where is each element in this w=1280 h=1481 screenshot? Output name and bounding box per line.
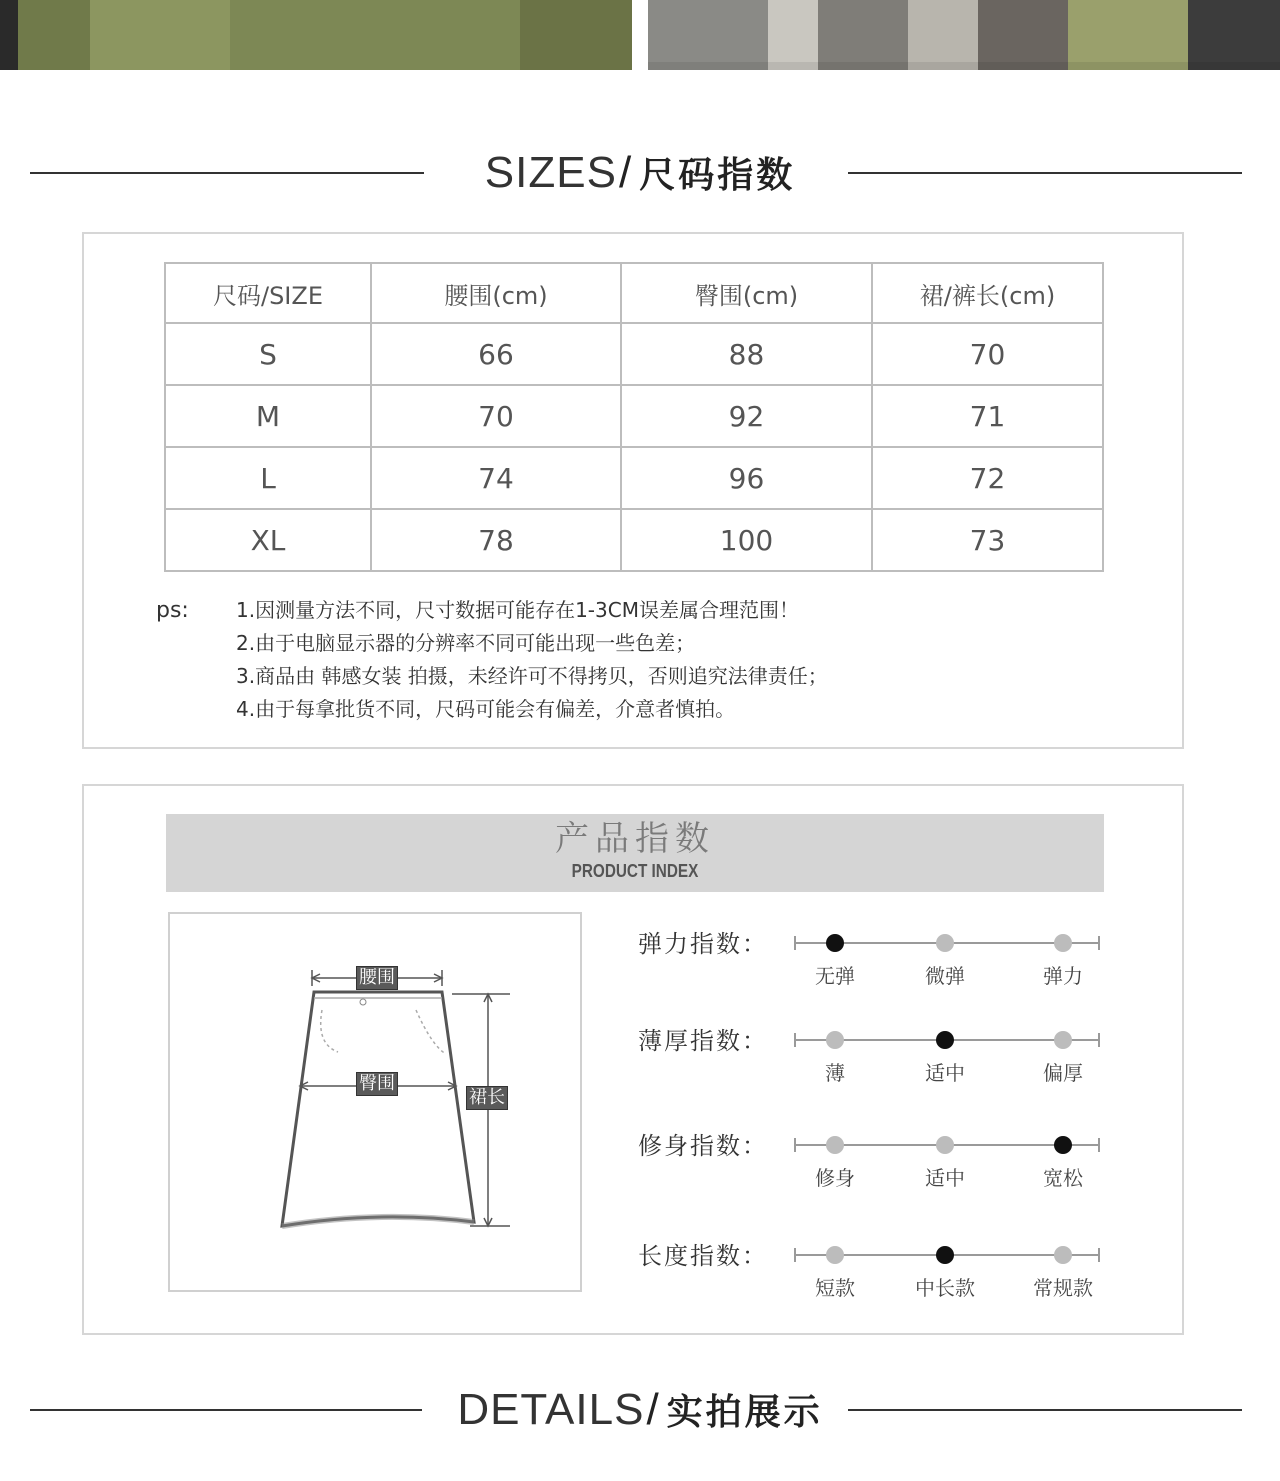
cell-hip: 100 [621, 509, 872, 571]
cell-size: M [165, 385, 371, 447]
size-table [164, 262, 1104, 572]
rating-dot-3 [1054, 934, 1072, 952]
rating-label: 薄厚指数： [638, 1027, 768, 1055]
details-heading [0, 1380, 1280, 1440]
sizes-heading [0, 143, 1280, 203]
rating-track-start-tick [794, 1248, 796, 1262]
table-row [165, 447, 1103, 509]
product-photo-left [0, 0, 632, 70]
diagram-label-length: 裙长 [466, 1086, 508, 1110]
rating-option: 无弹 [815, 964, 855, 988]
cell-length: 70 [872, 323, 1103, 385]
column-header-waist: 腰围(cm) [371, 263, 621, 323]
table-row [165, 323, 1103, 385]
table-row [165, 385, 1103, 447]
rating-track-end-tick [1098, 936, 1100, 950]
cell-size: S [165, 323, 371, 385]
rating-option: 微弹 [925, 964, 965, 988]
rating-option: 短款 [815, 1276, 855, 1300]
cell-length: 73 [872, 509, 1103, 571]
cell-length: 71 [872, 385, 1103, 447]
rating-option: 弹力 [1043, 964, 1083, 988]
rating-dot-3 [1054, 1246, 1072, 1264]
details-heading-zh: 实拍展示 [666, 1392, 823, 1433]
rating-track-end-tick [1098, 1248, 1100, 1262]
rating-label: 修身指数： [638, 1132, 768, 1160]
rating-dot-1 [826, 1246, 844, 1264]
rating-dot-3 [1054, 1031, 1072, 1049]
cell-size: L [165, 447, 371, 509]
sizes-heading-zh: 尺码指数 [639, 155, 796, 196]
cell-hip: 96 [621, 447, 872, 509]
column-header-length: 裙/裤长(cm) [872, 263, 1103, 323]
rating-elasticity [634, 924, 1114, 1004]
note-item: 2.由于电脑显示器的分辨率不同可能出现一些色差； [236, 631, 696, 655]
note-item: 4.由于每拿批货不同，尺码可能会有偏差，介意者慎拍。 [236, 697, 736, 721]
diagram-label-hip: 臀围 [356, 1072, 398, 1096]
rating-dot-1 [826, 934, 844, 952]
note-item: 1.因测量方法不同，尺寸数据可能存在1-3CM误差属合理范围！ [236, 598, 799, 622]
rating-option: 偏厚 [1043, 1061, 1083, 1085]
cell-waist: 66 [371, 323, 621, 385]
rating-dot-1 [826, 1031, 844, 1049]
rating-dot-2 [936, 1031, 954, 1049]
cell-hip: 92 [621, 385, 872, 447]
column-header-size: 尺码/SIZE [165, 263, 371, 323]
rating-track-start-tick [794, 1033, 796, 1047]
skirt-diagram [168, 912, 582, 1292]
cell-waist: 78 [371, 509, 621, 571]
rating-option: 薄 [825, 1061, 845, 1085]
rating-track-end-tick [1098, 1138, 1100, 1152]
rating-dot-2 [936, 1136, 954, 1154]
rating-dot-1 [826, 1136, 844, 1154]
product-index-panel [82, 784, 1184, 1335]
rating-fit [634, 1126, 1114, 1206]
rating-label: 弹力指数： [638, 930, 768, 958]
details-heading-en: DETAILS [457, 1385, 645, 1434]
rating-dot-3 [1054, 1136, 1072, 1154]
sizes-heading-en: SIZES [484, 148, 617, 197]
table-row [165, 509, 1103, 571]
rating-option: 常规款 [1033, 1276, 1093, 1300]
rating-option: 中长款 [915, 1276, 975, 1300]
rating-track-start-tick [794, 936, 796, 950]
sizes-heading-sep: / [618, 148, 632, 197]
notes-prefix: ps: [156, 598, 189, 623]
rating-dot-2 [936, 934, 954, 952]
cell-waist: 74 [371, 447, 621, 509]
table-header-row [165, 263, 1103, 323]
column-header-hip: 臀围(cm) [621, 263, 872, 323]
rating-thickness [634, 1021, 1114, 1101]
cell-size: XL [165, 509, 371, 571]
diagram-label-waist: 腰围 [356, 966, 398, 990]
cell-hip: 88 [621, 323, 872, 385]
product-photo-right [648, 0, 1280, 70]
cell-length: 72 [872, 447, 1103, 509]
rating-label: 长度指数： [638, 1242, 768, 1270]
size-chart-panel [82, 232, 1184, 749]
rating-length [634, 1236, 1114, 1316]
rating-option: 宽松 [1043, 1166, 1083, 1190]
rating-option: 适中 [925, 1061, 965, 1085]
details-heading-sep: / [646, 1385, 659, 1434]
rating-option: 修身 [815, 1166, 855, 1190]
rating-dot-2 [936, 1246, 954, 1264]
cell-waist: 70 [371, 385, 621, 447]
rating-track-start-tick [794, 1138, 796, 1152]
rating-track-end-tick [1098, 1033, 1100, 1047]
rating-option: 适中 [925, 1166, 965, 1190]
product-index-title-en: PRODUCT INDEX [571, 861, 699, 881]
product-index-title-cn: 产品指数 [555, 819, 715, 859]
product-index-banner [166, 814, 1104, 892]
note-item: 3.商品由 韩感女装 拍摄，未经许可不得拷贝，否则追究法律责任； [236, 664, 828, 688]
